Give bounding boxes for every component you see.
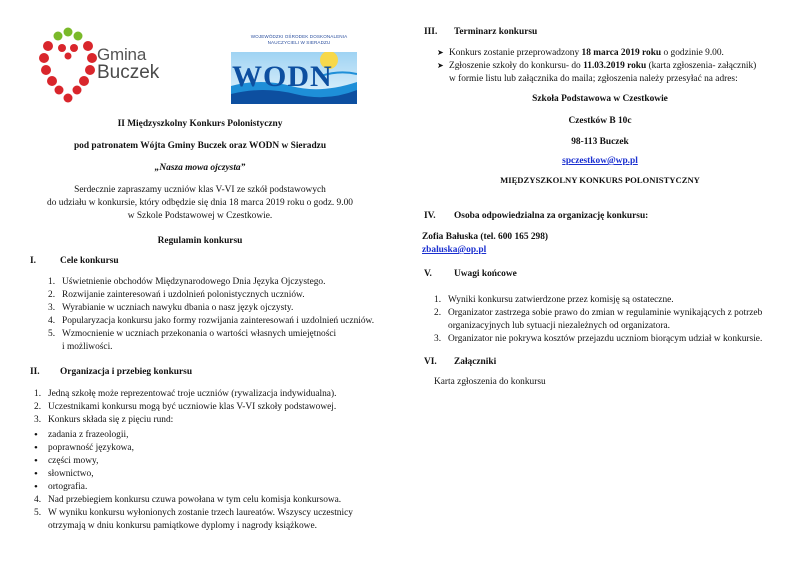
section-3-heading	[424, 26, 537, 39]
final-remarks-list	[434, 294, 794, 346]
list-item	[34, 494, 394, 507]
item-number: 2.	[34, 401, 42, 412]
gmina-logo-text	[97, 46, 159, 82]
organization-list-a	[34, 388, 394, 427]
contest-date: 18 marca 2019 roku	[581, 48, 662, 58]
logo-dot	[73, 86, 82, 95]
contact-person: Zofia Bałuska (tel. 600 165 298)	[422, 232, 549, 242]
address-street: Czestków B 10c	[568, 116, 632, 126]
section-5-number: V.	[424, 269, 432, 279]
list-item	[437, 47, 787, 60]
logo-dot	[64, 94, 73, 103]
section-1-number: I.	[30, 256, 36, 266]
logo-dot	[41, 65, 51, 75]
list-item	[434, 333, 794, 346]
contact-email-wrap	[422, 244, 486, 257]
item-text: Zgłoszenie szkoły do konkursu- do	[449, 60, 584, 71]
logo-dot	[58, 44, 66, 52]
logo-dot	[70, 44, 78, 52]
logo-dot	[47, 76, 57, 86]
list-item	[437, 60, 787, 86]
heart-dots-icon	[38, 26, 98, 106]
item-text: o godzinie 9.00.	[661, 48, 724, 58]
section-4-number: IV.	[424, 211, 436, 221]
list-item	[48, 302, 388, 315]
item-text: Uczestnikami konkursu mogą być uczniowie klas V-VI szkoły podstawowej.	[48, 401, 337, 412]
section-6-number: VI.	[424, 357, 437, 367]
logo-dot	[79, 76, 89, 86]
section-3-title: Terminarz konkursu	[454, 27, 538, 37]
item-text-continued: i możliwości.	[62, 341, 113, 352]
intro-line1: Serdecznie zapraszamy uczniów klas V-VI ze szkół podstawowych	[74, 185, 326, 195]
item-text-continued: organizacyjnych lub sytuacji niezależnych od organizatora.	[448, 320, 670, 331]
deadline-date: 11.03.2019 roku	[583, 60, 647, 71]
item-number: 1.	[48, 277, 56, 287]
list-item: • zadania z frazeologii,	[34, 429, 394, 442]
list-item: • poprawność językowa,	[34, 442, 394, 455]
section-5-title: Uwagi końcowe	[454, 269, 517, 279]
title-motto: „Nasza mowa ojczysta”	[154, 163, 246, 173]
organization-list-b	[34, 494, 394, 533]
item-text: Wyrabianie w uczniach nawyku dbania o nasz język ojczysty.	[62, 302, 294, 313]
logo-dot	[74, 32, 83, 41]
item-text: Uświetnienie obchodów Międzynarodowego Dnia Języka Ojczystego.	[62, 277, 326, 287]
list-item: • części mowy,	[34, 455, 394, 468]
section-3-number: III.	[424, 27, 438, 37]
section-4-title: Osoba odpowiedzialna za organizację konkursu:	[454, 211, 649, 221]
item-text: Konkurs składa się z pięciu rund:	[48, 414, 174, 425]
title-line2: pod patronatem Wójta Gminy Buczek oraz WODN w Sieradzu	[73, 141, 327, 151]
item-number: 4.	[34, 495, 42, 505]
list-item	[34, 401, 394, 414]
address-postcode: 98-113 Buczek	[571, 137, 629, 147]
logo-dot	[65, 53, 72, 60]
section-2-number: II.	[30, 367, 40, 377]
list-item	[48, 328, 388, 354]
schedule-list	[437, 47, 787, 86]
section-4-heading	[424, 210, 648, 223]
item-number: 1.	[434, 295, 442, 305]
contest-label: MIĘDZYSZKOLNY KONKURS POLONISTYCZNY	[500, 175, 700, 185]
item-number: 2.	[434, 307, 442, 318]
arrow-icon: ➤	[437, 48, 444, 57]
wodn-caption-line2: NAUCZYCIELI W SIERADZU	[267, 39, 331, 45]
wodn-logo-word: WODN	[232, 60, 333, 93]
intro-line3: w Szkole Podstawowej w Czestkowie.	[127, 210, 273, 221]
list-item	[434, 307, 794, 333]
item-number: 1.	[34, 389, 42, 399]
item-number: 3.	[48, 302, 56, 313]
list-item	[48, 315, 388, 328]
logo-dot	[64, 28, 73, 37]
title-line1: II Międzyszkolny Konkurs Polonistyczny	[117, 119, 283, 129]
item-text: Jedną szkołę może reprezentować troje uczniów (rywalizacja indywidualna).	[48, 389, 337, 399]
list-item: • ortografia.	[34, 481, 394, 494]
gmina-buczek-logo	[38, 26, 168, 106]
section-5-heading	[424, 268, 517, 281]
item-text: Wzmocnienie w uczniach przekonania o wartości własnych umiejętności	[62, 328, 337, 339]
attachment-text: Karta zgłoszenia do konkursu	[434, 377, 546, 387]
section-6-heading	[424, 356, 496, 369]
section-6-title: Załączniki	[454, 357, 497, 367]
contact-email-link[interactable]: zbaluska@op.pl	[422, 245, 487, 255]
rounds-list	[34, 429, 394, 494]
item-number: 5.	[48, 328, 56, 339]
item-number: 4.	[48, 315, 56, 326]
item-text-continued: w formie listu lub załącznika do maila; zgłoszenia należy przesyłać na adres:	[449, 73, 738, 84]
goals-list	[48, 276, 388, 354]
regulamin-heading: Regulamin konkursu	[157, 236, 243, 246]
arrow-icon: ➤	[437, 60, 444, 70]
logo-dot	[54, 32, 63, 41]
logo-dot	[43, 41, 53, 51]
section-2-heading	[30, 366, 192, 379]
gmina-logo-line2: Buczek	[97, 62, 160, 83]
list-item	[34, 507, 394, 533]
list-item: • słownictwo,	[34, 468, 394, 481]
section-1-title: Cele konkursu	[60, 256, 119, 266]
logo-dot	[55, 86, 64, 95]
wodn-caption-line1: WOJEWÓDZKI OŚRODEK DOSKONALENIA	[250, 34, 348, 39]
logo-dot	[85, 65, 95, 75]
section-2-title: Organizacja i przebieg konkursu	[60, 367, 193, 377]
item-number: 5.	[34, 507, 42, 518]
item-text: Rozwijanie zainteresowań i uzdolnień polonistycznych uczniów.	[62, 289, 305, 300]
item-number: 3.	[34, 414, 42, 425]
wodn-logo	[224, 34, 374, 114]
section-1-heading	[30, 255, 119, 268]
list-item	[34, 414, 394, 427]
list-item	[34, 388, 394, 401]
item-number: 2.	[48, 289, 56, 300]
item-text: (karta zgłoszenia- załącznik)	[646, 60, 757, 71]
address-email-wrap	[400, 155, 800, 168]
item-text: Wyniki konkursu zatwierdzone przez komisję są ostateczne.	[448, 295, 674, 305]
list-item	[48, 289, 388, 302]
gmina-logo-line1: Gmina	[97, 45, 147, 64]
intro-text	[0, 184, 400, 223]
item-text: Nad przebiegiem konkursu czuwa powołana w tym celu komisja konkursowa.	[48, 495, 342, 505]
intro-line2: do udziału w konkursie, który odbędzie się dnia 18 marca 2019 roku o godz. 9.00	[47, 197, 353, 208]
wodn-logo-caption	[224, 34, 374, 45]
item-text: W wyniku konkursu wyłonionych zostanie trzech laureatów. Wszyscy uczestnicy	[48, 507, 353, 518]
item-text: Organizator nie pokrywa kosztów przejazdu uczniom biorącym udział w konkursie.	[448, 333, 763, 344]
logo-dot	[83, 41, 93, 51]
list-item	[48, 276, 388, 289]
item-text: Organizator zastrzega sobie prawo do zmian w regulaminie wynikających z potrzeb	[448, 307, 763, 318]
list-item	[434, 294, 794, 307]
item-text: Popularyzacja konkursu jako formy rozwijania zainteresowań i uzdolnień uczniów.	[62, 315, 375, 326]
item-number: 3.	[434, 333, 442, 344]
logo-dot	[87, 53, 97, 63]
address-school: Szkoła Podstawowa w Czestkowie	[532, 94, 668, 104]
item-text-continued: otrzymają w dniu konkursu pamiątkowe dyplomy i nagrody książkowe.	[48, 520, 317, 531]
item-text: Konkurs zostanie przeprowadzony	[449, 48, 582, 58]
school-email-link[interactable]: spczestkow@wp.pl	[562, 156, 638, 166]
logo-dot	[39, 53, 49, 63]
